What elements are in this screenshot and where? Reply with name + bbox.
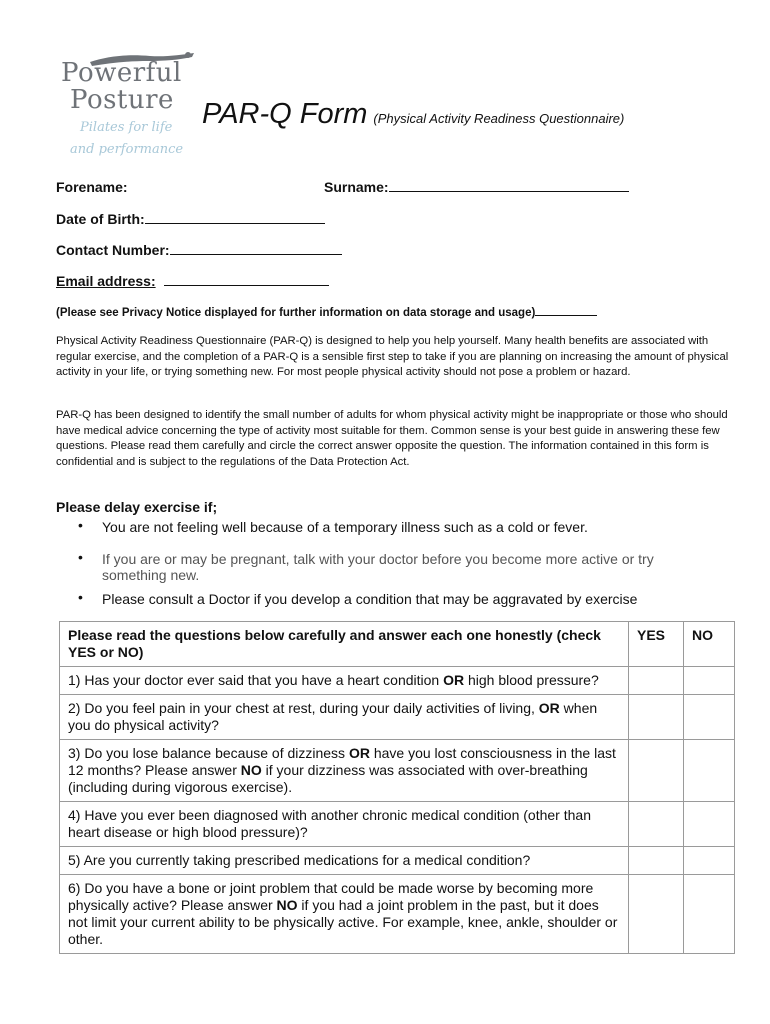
questionnaire-table (59, 621, 735, 954)
logo-tagline1: Pilates for life (80, 120, 173, 135)
question-6: 6) Do you have a bone or joint problem that could be made worse by becoming more physically active? Please answer NO if you had a joint problem in the past, but it does not limit your current ability to be physically active. For example, knee, ankle, shoulder or other. (60, 875, 629, 954)
no-answer-cell[interactable] (684, 667, 735, 695)
privacy-text: (Please see Privacy Notice displayed for further information on data storage and usage) (56, 307, 536, 319)
email-label: Email address: (56, 273, 156, 289)
surname-line[interactable] (389, 179, 629, 192)
yes-answer-cell[interactable] (629, 667, 684, 695)
delay-item-text: You are not feeling well because of a temporary illness such as a cold or fever. (102, 519, 588, 535)
table-row (60, 875, 735, 954)
yes-answer-cell[interactable] (629, 875, 684, 954)
table-row (60, 740, 735, 802)
bullet-icon: • (78, 589, 83, 605)
bullet-icon: • (78, 549, 83, 565)
bullet-icon: • (78, 517, 83, 533)
question-5: 5) Are you currently taking prescribed medications for a medical condition? (60, 847, 629, 875)
table-header-instructions: Please read the questions below carefully and answer each one honestly (check YES or NO) (60, 622, 629, 667)
dob-field[interactable] (56, 211, 325, 227)
intro-paragraph: Physical Activity Readiness Questionnaire (PAR-Q) is designed to help you help yourself. Many health benefits are associated with regular exercise, and the completion of a PAR-Q is a sensible first step to take if you are planning on increasing the amount of physical activity in your life, or trying something new. For most people physical activity should not pose a problem or hazard. (56, 335, 729, 379)
title-main: PAR-Q Form (202, 98, 368, 130)
table-header-row (60, 622, 735, 667)
logo (58, 50, 208, 165)
no-answer-cell[interactable] (684, 740, 735, 802)
dob-label: Date of Birth: (56, 211, 145, 227)
privacy-line (535, 305, 597, 316)
delay-item-text: If you are or may be pregnant, talk with your doctor before you become more active or try something new. (102, 551, 654, 583)
contact-field[interactable] (56, 242, 342, 258)
contact-line[interactable] (170, 242, 342, 255)
no-answer-cell[interactable] (684, 695, 735, 740)
email-field[interactable] (56, 273, 329, 289)
delay-item-text: Please consult a Doctor if you develop a condition that may be aggravated by exercise (102, 591, 638, 607)
table-row (60, 695, 735, 740)
delay-heading: Please delay exercise if; (56, 499, 218, 515)
no-answer-cell[interactable] (684, 875, 735, 954)
question-4: 4) Have you ever been diagnosed with another chronic medical condition (other than heart disease or high blood pressure)? (60, 802, 629, 847)
no-answer-cell[interactable] (684, 802, 735, 847)
question-1: 1) Has your doctor ever said that you have a heart condition OR high blood pressure? (60, 667, 629, 695)
dob-line[interactable] (145, 211, 325, 224)
logo-tagline2: and performance (70, 142, 184, 157)
logo-line2: Posture (70, 85, 174, 115)
yes-answer-cell[interactable] (629, 740, 684, 802)
contact-label: Contact Number: (56, 242, 170, 258)
question-3: 3) Do you lose balance because of dizziness OR have you lost consciousness in the last 12 months? Please answer NO if your dizziness was associated with over-breathing (including during vigorous exercise). (60, 740, 629, 802)
no-column-header: NO (684, 622, 735, 667)
yes-column-header: YES (629, 622, 684, 667)
table-row (60, 667, 735, 695)
title-subtitle: (Physical Activity Readiness Questionnaire) (373, 111, 625, 126)
forename-field[interactable] (56, 179, 128, 195)
yes-answer-cell[interactable] (629, 847, 684, 875)
no-answer-cell[interactable] (684, 847, 735, 875)
logo-line1: Powerful (61, 58, 182, 88)
question-2: 2) Do you feel pain in your chest at rest, during your daily activities of living, OR when you do physical activity? (60, 695, 629, 740)
privacy-note (56, 305, 597, 319)
surname-label: Surname: (324, 179, 389, 195)
email-line[interactable] (164, 273, 329, 286)
table-row (60, 802, 735, 847)
purpose-paragraph: PAR-Q has been designed to identify the small number of adults for whom physical activity might be inappropriate or those who should have medical advice concerning the type of activity most suitable for them. Common sense is your best guide in answering these few questions. Please read them carefully and circle the correct answer opposite the question. The information contained in this form is confidential and is subject to the regulations of the Data Protection Act. (56, 409, 728, 468)
surname-field[interactable] (324, 179, 629, 195)
forename-label: Forename: (56, 179, 128, 195)
table-row (60, 847, 735, 875)
page-title (202, 98, 624, 131)
yes-answer-cell[interactable] (629, 695, 684, 740)
yes-answer-cell[interactable] (629, 802, 684, 847)
